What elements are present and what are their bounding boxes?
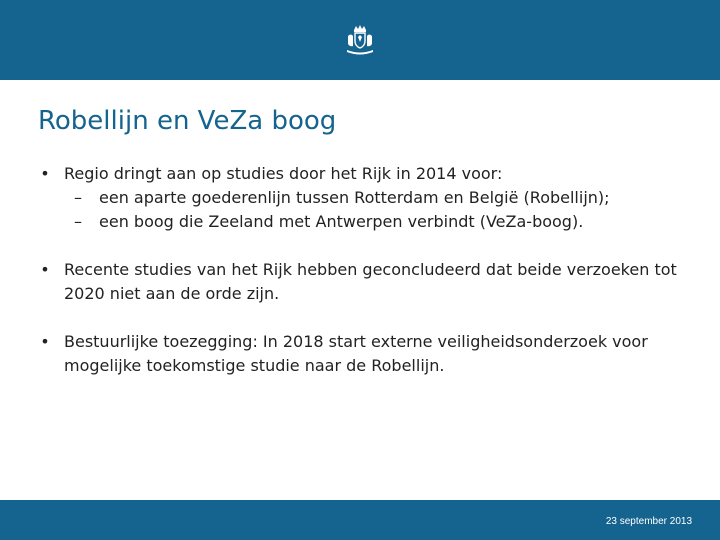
footer-bar [0, 500, 720, 540]
bullet-marker: • [40, 164, 50, 183]
bullet-text: Bestuurlijke toezegging: In 2018 start externe veiligheidsonderzoek voor mogelijke toekomstige studie naar de Robellijn. [64, 332, 648, 375]
sub-bullet-marker: – [74, 212, 82, 231]
bullet-item [38, 330, 708, 378]
bullet-text: Regio dringt aan op studies door het Rijk in 2014 voor: [64, 164, 503, 183]
sub-bullet-item [64, 210, 708, 234]
bullet-text: Recente studies van het Rijk hebben geconcludeerd dat beide verzoeken tot 2020 niet aan de orde zijn. [64, 260, 677, 303]
bullet-item [38, 162, 708, 234]
slide-title: Robellijn en VeZa boog [38, 106, 337, 136]
sub-bullet-item [64, 186, 708, 210]
sub-bullet-text: een aparte goederenlijn tussen Rotterdam en België (Robellijn); [99, 188, 610, 207]
header-bar [0, 0, 720, 80]
bullet-item [38, 258, 708, 306]
coat-of-arms-icon [342, 22, 378, 58]
bullet-marker: • [40, 260, 50, 279]
bullet-marker: • [40, 332, 50, 351]
sub-bullet-text: een boog die Zeeland met Antwerpen verbindt (VeZa-boog). [99, 212, 584, 231]
sub-bullet-marker: – [74, 188, 82, 207]
slide-content [38, 162, 708, 378]
footer-date: 23 september 2013 [605, 516, 692, 527]
